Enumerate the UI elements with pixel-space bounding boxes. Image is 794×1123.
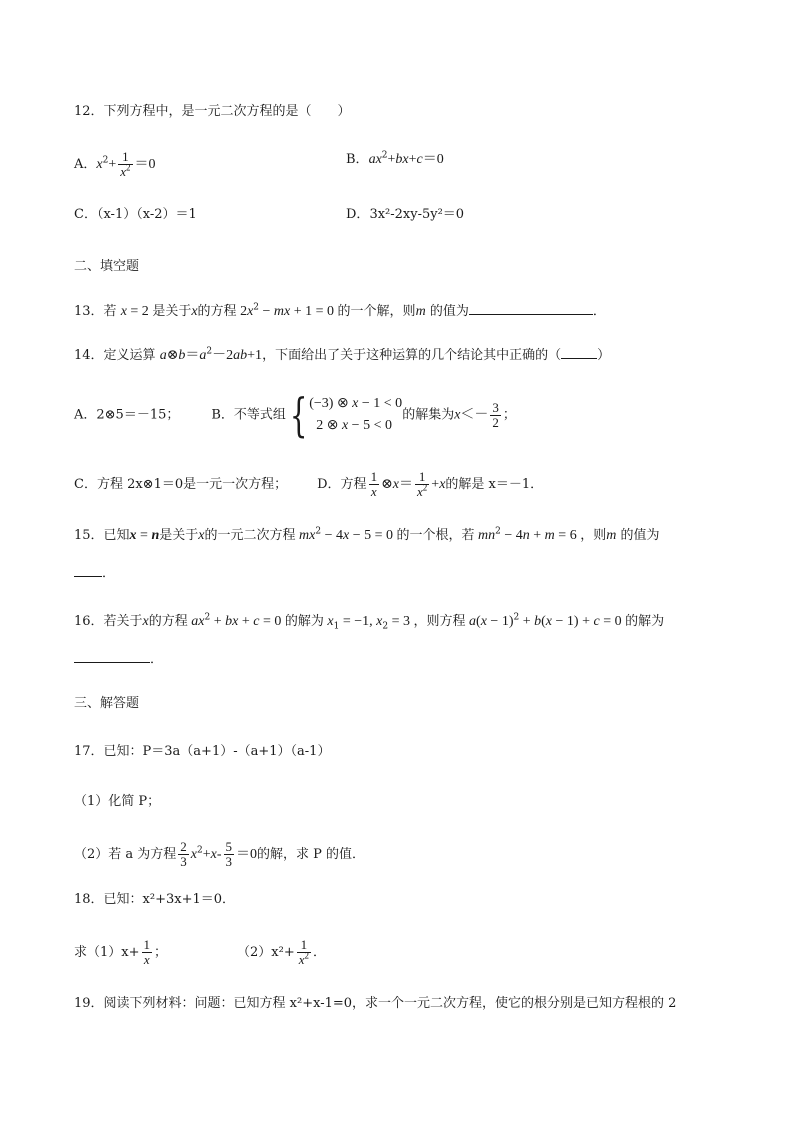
q12-option-a: A．$x^2+$ $\frac{1}{x^2}$ ＝0 <box>74 149 156 179</box>
fraction: $\frac{1}{x}$ <box>370 469 378 499</box>
inequality-system: (−3) ⊗ x − 1 < 0 2 ⊗ x − 5 < 0 <box>309 396 403 433</box>
q15: 15．已知x = n是关于x的一元二次方程 $mx^2 - 4x - 5 = 0$ 的一个根，若 $mn^2 - 4n + m = 6$ ，则m 的值为 <box>74 526 660 543</box>
section-heading-solve: 三、解答题 <box>74 696 140 711</box>
q12-stem: 12．下列方程中，是一元二次方程的是（ ） <box>74 104 351 119</box>
fraction: $\frac{1}{x}$ <box>143 937 150 967</box>
fraction: $\frac{3}{2}$ <box>492 399 499 430</box>
q17-part2: （2）若 a 为方程 $\frac{2}{3}$ $x^2+x-$ $\frac{5}{3}$ ＝0的解，求 P 的值． <box>74 839 366 869</box>
q19-stem: 19．阅读下列材料：问题：已知方程 x²+x-1=0，求一个一元二次方程，使它的根分别是已知方程根的 2 <box>74 996 677 1011</box>
q15-answer-blank: ． <box>74 564 115 584</box>
q14-stem: 14．定义运算 $a\otimes b=a^2-2ab+1$，下面给出了关于这种运算的几个结论其中正确的（ ） <box>74 346 611 363</box>
q18-parts: 求（1）x+ $\frac{1}{x}$ ； （2）x²+ $\frac{1}{x^2}$ ． <box>74 937 327 967</box>
fraction: $\frac{1}{x^2}$ <box>120 149 131 179</box>
q12-option-c: C．（x-1）（x-2）＝1 <box>74 207 197 222</box>
q18-stem: 18．已知：x²+3x+1＝0． <box>74 892 236 907</box>
q13: 13．若 x = 2 是关于x的方程 $2x^2$ − mx + 1 = 0 的一个解，则m 的值为 ． <box>74 302 606 319</box>
q14-options-ab: A．2⊗5＝－15； B．不等式组{ (−3) ⊗ x − 1 < 0 2 ⊗ x − 5 < 0 的解集为x＜－ $\frac{3}{2}$ ； <box>74 388 516 442</box>
fraction: $\frac{1}{x^2}$ <box>417 469 428 499</box>
q12-option-b: B．$ax^2+bx+c=0$ <box>346 150 444 167</box>
fraction: $\frac{1}{x^2}$ <box>298 937 310 967</box>
q16-answer-blank: ． <box>74 650 163 670</box>
q16: 16．若关于x的方程 $ax^2$ + bx + c = 0 的解为 $x_1 = -1$, $x_2 = 3$ ，则方程 $a(x - 1)^2 + b(x - 1) + c = 0$ 的解为 <box>74 612 665 632</box>
fraction: $\frac{5}{3}$ <box>225 839 233 869</box>
q17-part1: （1）化简 P； <box>74 794 161 809</box>
section-heading-fill-in: 二、填空题 <box>74 259 140 274</box>
q17-stem: 17．已知：P＝3a（a+1）-（a+1）（a-1） <box>74 744 331 759</box>
q14-options-cd: C．方程 2x⊗1＝0是一元一次方程； D．方程 $\frac{1}{x}$ ⊗x＝ $\frac{1}{x^2}$ +x的解是 x＝－1． <box>74 469 544 499</box>
fraction: $\frac{2}{3}$ <box>180 839 187 869</box>
q12-option-d: D．3x²-2xy-5y²＝0 <box>346 207 465 222</box>
